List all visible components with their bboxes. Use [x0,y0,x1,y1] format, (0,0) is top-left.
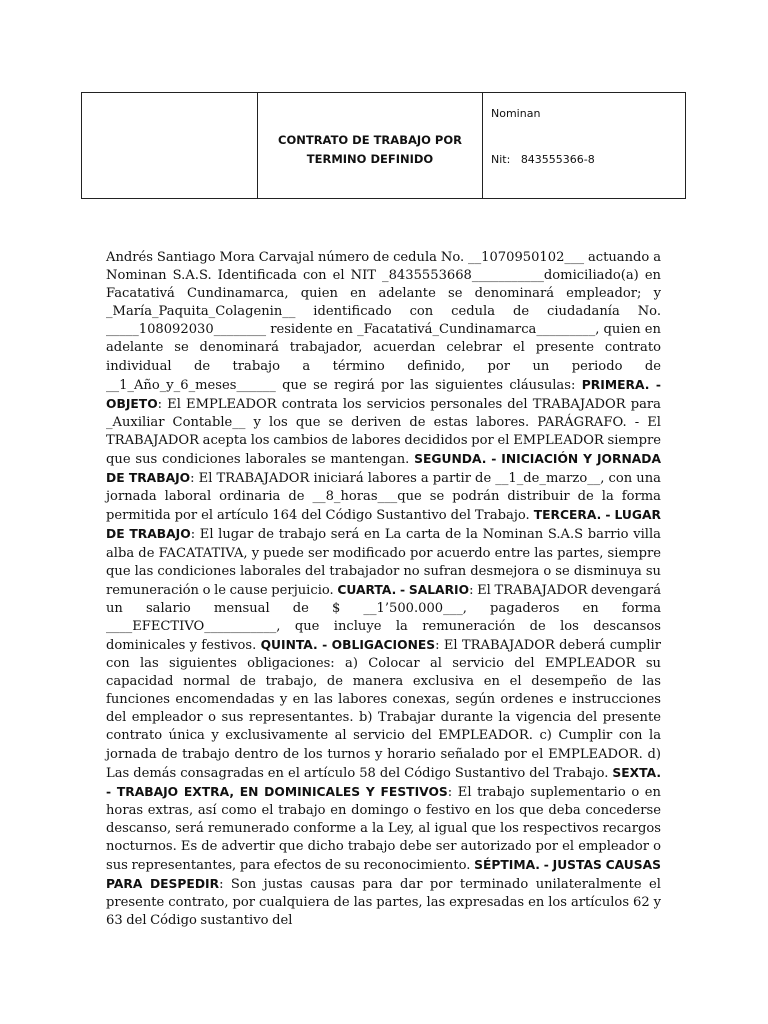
clause-primera-heading: PRIMERA. - OBJETO [106,377,661,411]
clause-septima-heading: SÉPTIMA. - JUSTAS CAUSAS PARA DESPEDIR [106,858,661,892]
clause-tercera-text: : El lugar de trabajo será en La carta de la Nominan S.A.S barrio villa alba de FACATATIVA, y puede ser modificado por acuerdo entre las partes, siempre que las condiciones laborales del trabajador no sufran desmejora o se disminuya su remuneración o le cause perjuicio. [106,527,661,598]
nit-line [491,153,595,166]
nit-label: Nit: [491,153,511,166]
clause-sexta-text: : El trabajo suplementario o en horas extras, así como el trabajo en domingo o festivo en los que deba concederse descanso, será remunerado conforme a la Ley, al igual que los respectivos recargos nocturnos. Es de advertir que dicho trabajo debe ser autorizado por el empleador o sus representantes, para efectos de su reconocimiento. [106,784,661,874]
clause-primera-text: : El EMPLEADOR contrata los servicios personales del TRABAJADOR para _Auxiliar Contable__ y los que se deriven de estas labores. PARÁGRAFO. - El TRABAJADOR acepta los cambios de labores decididos por el EMPLEADOR siempre que sus condiciones laborales se mantengan. [106,396,661,468]
clause-septima-text: : Son justas causas para dar por terminado unilateralmente el presente contrato, por cualquiera de las partes, las expresadas en los artículos 62 y 63 del Código sustantivo del [106,877,661,929]
title-line-1: CONTRATO DE TRABAJO POR [278,132,462,147]
title-line-2: TERMINO DEFINIDO [306,151,434,166]
clause-sexta-heading: SEXTA. - TRABAJO EXTRA, EN DOMINICALES Y FESTIVOS [106,765,661,799]
company-name: Nominan [491,107,541,120]
document-title [258,93,483,199]
clause-quinta-heading: QUINTA. - OBLIGACIONES [260,637,436,652]
clause-tercera-heading: TERCERA. - LUGAR DE TRABAJO [106,508,661,542]
logo-placeholder-cell [82,93,258,199]
clause-cuarta-heading: CUARTA. - SALARIO [337,582,470,597]
contract-body [106,249,661,930]
company-info-cell [483,93,686,199]
clause-segunda-text: : El TRABAJADOR iniciará labores a partir de __1_de_marzo__, con una jornada laboral ordinaria de __8_horas___que se podrán distribuir de la forma permitida por el artículo 164 del Código Sustantivo del Trabajo. [106,471,661,524]
contract-header-table [81,92,686,199]
clause-cuarta-text: : El TRABAJADOR devengará un salario mensual de $ __1’500.000___, pagaderos en forma ____EFECTIVO___________, que incluye la remuneración de los descansos dominicales y festivos. [106,582,661,653]
clause-quinta-text: : El TRABAJADOR deberá cumplir con las siguientes obligaciones: a) Colocar al servicio del EMPLEADOR su capacidad normal de trabajo, de manera exclusiva en el desempeño de las funciones encomendadas y en las labores conexas, según ordenes e instrucciones del empleador o sus representantes. b) Trabajar durante la vigencia del presente contrato única y exclusivamente al servicio del EMPLEADOR. c) Cumplir con la jornada de trabajo dentro de los turnos y horario señalado por el EMPLEADOR. d) Las demás consagradas en el artículo 58 del Código Sustantivo del Trabajo. [106,637,662,781]
nit-value: 843555366-8 [520,153,595,166]
clause-segunda-heading: SEGUNDA. - INICIACIÓN Y JORNADA DE TRABAJO [106,452,661,486]
contract-intro: Andrés Santiago Mora Carvajal número de cedula No. __1070950102___ actuando a Nominan S.A.S. Identificada con el NIT _8435553668___________domiciliado(a) en Facatativá Cundinamarca, quien en adelante se denominará empleador; y _María_Paquita_Colagenin__ identificado con cedula de ciudadanía No. _____108092030________ residente en _Facatativá_Cundinamarca_________, quien en adelante se denominará trabajador, acuerdan celebrar el presente contrato individual de trabajo a término definido, por un periodo de __1_Año_y_6_meses______ que se regirá por las siguientes cláusulas: [106,250,661,393]
